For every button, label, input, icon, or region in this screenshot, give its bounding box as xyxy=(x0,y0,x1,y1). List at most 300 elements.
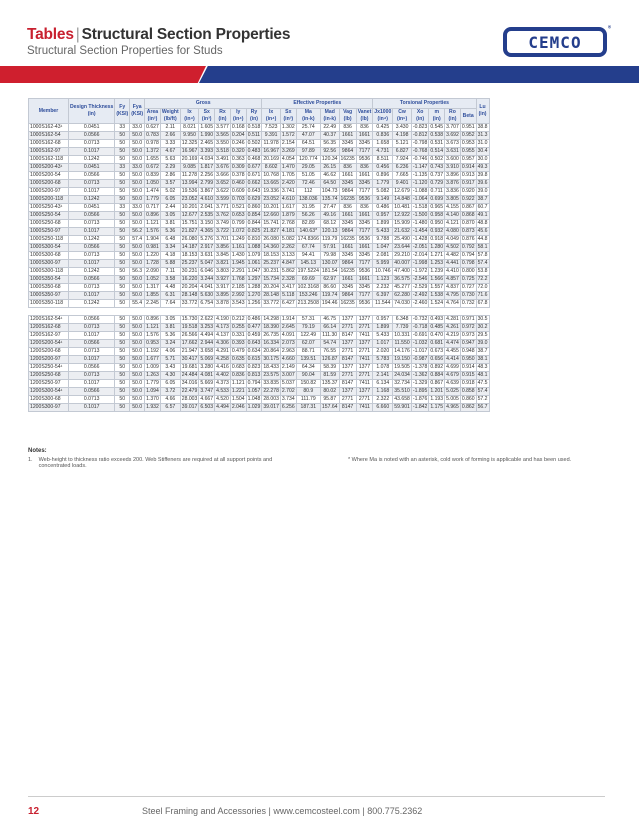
value-cell: 50.0 xyxy=(130,284,145,292)
value-cell: 7.924 xyxy=(393,156,412,164)
value-cell: 104.73 xyxy=(321,188,338,194)
value-cell: 0.1017 xyxy=(69,332,115,340)
value-cell: 57.8 xyxy=(477,252,488,258)
value-cell: 6.503 xyxy=(200,404,214,410)
table-row xyxy=(29,140,490,148)
value-cell: 57.4 xyxy=(477,388,488,394)
value-cell: 25.237 xyxy=(263,260,279,266)
value-cell: 9.085 xyxy=(180,164,199,172)
value-cell: 4.416 xyxy=(216,364,229,370)
value-cell: 6.256 xyxy=(281,404,295,410)
value-cell: 4.610 xyxy=(200,196,214,202)
value-cell: 50 xyxy=(115,260,130,268)
value-cell: 3.253 xyxy=(200,324,214,330)
value-cell: 6.660 xyxy=(373,404,393,412)
value-cell: 3.430 xyxy=(393,124,412,132)
section-properties-table xyxy=(28,98,490,412)
value-cell: 26.15 xyxy=(320,164,339,172)
value-cell: 0.957 xyxy=(373,212,393,220)
value-cell: 0.0713 xyxy=(69,220,115,228)
member-cell: 1000S250-68 xyxy=(29,220,69,228)
column-header xyxy=(199,109,215,124)
member-cell: 1200S200-54¹ xyxy=(29,340,69,348)
value-cell: 1661 xyxy=(339,244,356,252)
value-cell: 0.0713 xyxy=(69,140,115,148)
value-cell: 1.297 xyxy=(247,276,261,282)
value-cell: 3.631 xyxy=(446,148,459,154)
value-cell: 1.932 xyxy=(146,404,159,410)
value-cell: 0.730 xyxy=(461,292,475,298)
value-cell: 0.953 xyxy=(146,340,159,346)
value-cell: 0.1242 xyxy=(69,300,115,308)
value-cell: 2.992 xyxy=(231,292,245,298)
value-cell: 1.538 xyxy=(430,292,444,298)
value-cell: -1.480 xyxy=(412,220,428,226)
table-row xyxy=(29,316,490,324)
value-cell: 45.277 xyxy=(394,284,410,290)
value-cell: 4.455 xyxy=(446,348,459,354)
column-header xyxy=(262,109,281,124)
value-cell: 0.913 xyxy=(461,172,475,178)
value-cell: 36.575 xyxy=(394,276,410,282)
value-cell: 0.1242 xyxy=(69,236,115,244)
value-cell: 4.06 xyxy=(160,348,180,356)
column-unit: (lb/ft) xyxy=(163,116,177,122)
value-cell: -0.718 xyxy=(412,324,428,330)
value-cell: 3.81 xyxy=(160,220,180,228)
value-cell: 0.470 xyxy=(430,332,444,338)
value-cell: 1.192 xyxy=(146,348,159,354)
value-cell: -0.768 xyxy=(412,148,428,154)
value-cell: 0.1242 xyxy=(69,156,115,164)
value-cell: 836 xyxy=(356,124,373,132)
value-cell: 20.864 xyxy=(263,348,279,354)
value-cell: 1.029 xyxy=(247,404,261,410)
value-cell: 4.140 xyxy=(446,212,459,218)
value-cell: 7.11 xyxy=(160,268,180,276)
value-cell: 0.538 xyxy=(430,132,444,138)
value-cell: 0.662 xyxy=(247,180,261,186)
column-header xyxy=(145,109,161,124)
value-cell: 0.729 xyxy=(430,180,444,186)
column-header xyxy=(356,109,373,124)
value-cell: 67.8 xyxy=(477,300,488,306)
value-cell: 1377 xyxy=(356,364,373,372)
column-unit: (in) xyxy=(448,116,457,122)
value-cell: 3345 xyxy=(339,252,356,260)
member-cell: 1200S200-97 xyxy=(29,356,69,364)
value-cell: 3.518 xyxy=(216,148,229,154)
column-name: Sx xyxy=(285,109,292,115)
column-unit: (in) xyxy=(478,111,487,117)
table-row xyxy=(29,212,490,220)
value-cell: 9536 xyxy=(356,196,373,204)
value-cell: 82.89 xyxy=(296,220,320,228)
value-cell: -1.135 xyxy=(412,172,428,178)
value-cell: 1377 xyxy=(356,340,373,348)
value-cell: 1.048 xyxy=(247,396,261,402)
value-cell: 3.269 xyxy=(281,148,295,154)
value-cell: 50 xyxy=(115,340,130,348)
value-cell: 2.020 xyxy=(373,348,393,356)
value-cell: 2.322 xyxy=(373,396,393,404)
value-cell: 1.728 xyxy=(146,260,159,266)
value-cell: 4.764 xyxy=(446,300,459,306)
value-cell: 33.772 xyxy=(263,300,279,306)
value-cell: 0.973 xyxy=(461,332,475,338)
value-cell: 50.0 xyxy=(130,332,145,340)
value-cell: 50 xyxy=(115,148,130,156)
value-cell: 50 xyxy=(115,396,130,404)
value-cell: 140.63* xyxy=(296,228,320,236)
value-cell: 0.425 xyxy=(373,124,393,132)
value-cell: 56.7 xyxy=(477,404,488,410)
value-cell: 5.71 xyxy=(160,356,180,364)
value-cell: 1.899 xyxy=(373,220,393,228)
value-cell: 33.0 xyxy=(130,204,145,212)
value-cell: 5.783 xyxy=(373,356,393,364)
value-cell: 4.173 xyxy=(216,324,229,330)
value-cell: 3.876 xyxy=(446,180,459,186)
value-cell: 187.31 xyxy=(296,404,320,412)
value-cell: 1.094 xyxy=(146,388,159,394)
member-cell: 1000S300-68 xyxy=(29,252,69,260)
value-cell: 1.288 xyxy=(247,284,261,290)
value-cell: 18.390 xyxy=(263,324,279,330)
table-row xyxy=(29,172,490,180)
member-cell: 1000S162-118 xyxy=(29,156,69,164)
value-cell: 1.271 xyxy=(430,252,444,258)
value-cell: 0.862 xyxy=(461,404,475,410)
value-cell: 11.978 xyxy=(263,140,279,146)
value-cell: 0.920 xyxy=(461,188,475,194)
value-cell: 50.0 xyxy=(130,348,145,356)
member-cell: 1200S162-54¹ xyxy=(29,316,69,324)
value-cell: 94.41 xyxy=(296,252,320,260)
value-cell: 24.484 xyxy=(181,372,198,378)
value-cell: 38.7 xyxy=(477,196,488,202)
value-cell: 0.0713 xyxy=(69,348,115,356)
value-cell: 3.05 xyxy=(160,212,180,220)
value-cell: 92.56 xyxy=(320,148,339,156)
value-cell: 3.43 xyxy=(160,364,180,372)
value-cell: 1.372 xyxy=(146,148,159,154)
value-cell: 153.246 xyxy=(296,292,320,300)
column-name: Beta xyxy=(462,112,474,119)
page-title xyxy=(27,26,290,44)
table-row xyxy=(29,180,490,188)
value-cell: 1.945 xyxy=(231,260,245,266)
value-cell: 120.13 xyxy=(321,228,338,234)
value-cell: 3.72 xyxy=(160,388,180,396)
value-cell: 2.11 xyxy=(160,124,180,132)
value-cell: 4.494 xyxy=(216,404,229,410)
value-cell: 1.605 xyxy=(200,124,214,130)
value-cell: 0.854 xyxy=(247,212,261,218)
value-cell: 76.55 xyxy=(320,348,339,356)
value-cell: 0.502 xyxy=(247,140,261,146)
value-cell: 2.768 xyxy=(281,220,295,226)
value-cell: 0.643 xyxy=(247,188,261,194)
value-cell: 120.774 xyxy=(296,156,320,164)
value-cell: 0.634 xyxy=(247,348,261,354)
value-cell: 30.4 xyxy=(477,148,488,154)
value-cell: 47.5 xyxy=(477,380,488,386)
value-cell: 74.030 xyxy=(394,300,410,306)
value-cell: 836 xyxy=(356,164,373,172)
value-cell: 0.320 xyxy=(231,148,245,154)
value-cell: 29.5 xyxy=(477,332,488,338)
value-cell: 58.1 xyxy=(477,244,488,250)
value-cell: 30.5 xyxy=(477,316,488,322)
value-cell: 50 xyxy=(115,212,130,220)
value-cell: 0.915 xyxy=(461,372,475,378)
table-row xyxy=(29,156,490,164)
value-cell: 25.74 xyxy=(296,124,320,132)
value-cell: 5.02 xyxy=(160,188,180,196)
value-cell: 1.317 xyxy=(146,284,159,290)
value-cell: 1.047 xyxy=(247,268,261,274)
value-cell: 90.04 xyxy=(296,372,320,380)
value-cell: 3.803 xyxy=(216,268,229,274)
member-cell: 1000S350-118 xyxy=(29,300,69,308)
value-cell: 2.262 xyxy=(281,244,295,250)
column-unit: (in²) xyxy=(147,116,158,122)
value-cell: 1.057 xyxy=(247,388,261,394)
value-cell: 62.280 xyxy=(394,292,410,298)
value-cell: 2.799 xyxy=(200,180,214,186)
value-cell: 12.677 xyxy=(181,212,198,218)
red-band xyxy=(0,66,206,83)
value-cell: 1661 xyxy=(339,276,356,284)
column-name: Weight xyxy=(161,109,179,115)
value-cell: 1.121 xyxy=(231,380,245,386)
table-row xyxy=(29,164,490,172)
value-cell: 5.88 xyxy=(160,260,180,268)
value-cell: 9.149 xyxy=(373,196,393,204)
column-name: Xo xyxy=(416,109,424,115)
value-cell: 0.950 xyxy=(430,220,444,226)
value-cell: 3.836 xyxy=(446,188,459,194)
value-cell: 48.1 xyxy=(477,372,488,378)
value-cell: 0.737 xyxy=(430,172,444,178)
value-cell: 0.309 xyxy=(231,164,245,170)
value-cell: 4.667 xyxy=(200,396,214,402)
page-number: 12 xyxy=(28,806,40,817)
value-cell: 50 xyxy=(115,332,130,340)
value-cell: 0.0566 xyxy=(69,364,115,372)
value-cell: 0.459 xyxy=(247,332,261,338)
value-cell: 4.965 xyxy=(446,404,459,410)
value-cell: 4.520 xyxy=(216,396,229,402)
value-cell: 35.510 xyxy=(394,388,410,394)
value-cell: 1.879 xyxy=(281,212,295,218)
value-cell: 28.003 xyxy=(181,396,198,402)
value-cell: 0.727 xyxy=(461,284,475,290)
value-cell: 8147 xyxy=(339,380,356,388)
column-name: Ma xyxy=(304,109,312,115)
value-cell: 20.204 xyxy=(263,284,279,290)
value-cell: 5.862 xyxy=(281,268,295,274)
value-cell: 6.397 xyxy=(373,292,393,300)
value-cell: 20.204 xyxy=(181,284,198,290)
value-cell: 57.2 xyxy=(477,396,488,402)
value-cell: 72.2 xyxy=(477,276,488,282)
value-cell: 9864 xyxy=(339,228,356,236)
value-cell: 8.602 xyxy=(262,164,281,172)
value-cell: -0.823 xyxy=(412,124,428,130)
value-cell: 197.5224 xyxy=(297,268,319,274)
value-cell: 19.518 xyxy=(181,324,198,330)
column-header xyxy=(476,99,489,124)
value-cell: 0.531 xyxy=(430,140,444,146)
table-row xyxy=(29,236,490,244)
value-cell: 26.080 xyxy=(263,236,279,242)
value-cell: 50.0 xyxy=(130,188,145,196)
value-cell: 2771 xyxy=(356,372,373,380)
column-unit: (in-k) xyxy=(323,116,336,122)
value-cell: 1.253 xyxy=(430,260,444,266)
value-cell: 0.0566 xyxy=(69,244,115,252)
value-cell: 1.655 xyxy=(146,156,159,162)
value-cell: 0.860 xyxy=(247,204,261,210)
value-cell: 3.05 xyxy=(160,316,180,324)
value-cell: 7177 xyxy=(356,260,373,268)
value-cell: 5.047 xyxy=(200,260,214,266)
value-cell: -0.746 xyxy=(412,156,428,162)
value-cell: 15.751 xyxy=(181,220,198,226)
value-cell: 0.1017 xyxy=(69,404,115,412)
value-cell: 1.175 xyxy=(430,404,444,410)
value-cell: 15.734 xyxy=(263,276,279,282)
value-cell: 4.198 xyxy=(393,132,412,140)
value-cell: 0.460 xyxy=(231,180,245,186)
value-cell: 27.47 xyxy=(320,204,339,212)
value-cell: 9864 xyxy=(339,188,356,196)
value-cell: 3345 xyxy=(356,284,373,292)
value-cell: 0.896 xyxy=(146,212,159,218)
value-cell: 4.847 xyxy=(281,260,295,266)
value-cell: 1661 xyxy=(356,212,373,220)
value-cell: 0.485 xyxy=(430,324,444,330)
value-cell: 28.003 xyxy=(263,396,279,402)
value-cell: 50.0 xyxy=(130,212,145,220)
value-cell: 4.795 xyxy=(446,292,459,298)
value-cell: 139.51 xyxy=(296,356,320,364)
value-cell: 50.0 xyxy=(130,364,145,372)
value-cell: 5.025 xyxy=(446,388,459,394)
value-cell: 12.660 xyxy=(263,212,279,218)
value-cell: 0.518 xyxy=(247,124,261,130)
column-name: Lu xyxy=(479,104,486,110)
column-name: Jx1000 xyxy=(374,109,392,115)
value-cell: 5.118 xyxy=(282,292,295,298)
value-cell: 0.858 xyxy=(461,388,475,394)
value-cell: -0.798 xyxy=(412,140,428,146)
value-cell: 3345 xyxy=(339,140,356,148)
value-cell: 79.98 xyxy=(320,252,339,260)
value-cell: 4.502 xyxy=(446,244,459,250)
value-cell: 4.034 xyxy=(200,156,214,162)
value-cell: 2.149 xyxy=(281,364,295,370)
value-cell: 0.1017 xyxy=(69,228,115,236)
column-header xyxy=(445,109,461,124)
value-cell: -2.492 xyxy=(412,292,428,298)
column-header xyxy=(296,109,320,124)
value-cell: 0.0713 xyxy=(69,396,115,404)
value-cell: 40.007 xyxy=(394,260,410,266)
value-cell: 50.0 xyxy=(130,396,145,404)
column-unit: (in) xyxy=(87,111,96,117)
value-cell: 0.683 xyxy=(231,364,245,370)
value-cell: 33.0 xyxy=(130,124,145,132)
value-cell: 2.232 xyxy=(373,284,393,292)
value-cell: 8147 xyxy=(339,404,356,412)
value-cell: 50.0 xyxy=(130,140,145,148)
value-cell: 5.669 xyxy=(200,380,214,386)
value-cell: 1.557 xyxy=(430,284,444,290)
value-cell: 16235 xyxy=(340,268,355,274)
value-cell: 5.36 xyxy=(160,332,180,340)
value-cell: 0.456 xyxy=(373,164,393,172)
value-cell: 1377 xyxy=(356,388,373,396)
value-cell: 0.914 xyxy=(461,364,475,370)
value-cell: 59.901 xyxy=(394,404,410,410)
value-cell: 0.0451 xyxy=(69,164,115,172)
value-cell: 8.021 xyxy=(180,124,199,132)
title-text: Structural Section Properties xyxy=(81,26,291,43)
value-cell: 1661 xyxy=(356,276,373,284)
value-cell: 4.837 xyxy=(446,284,459,290)
value-cell: -0.691 xyxy=(412,332,428,338)
value-cell: 5.433 xyxy=(373,332,393,340)
value-cell: 88.71 xyxy=(296,348,320,356)
value-cell: 1.239 xyxy=(430,268,444,274)
value-cell: 39.017 xyxy=(263,404,279,410)
value-cell: -1.378 xyxy=(412,364,428,370)
value-cell: 0.896 xyxy=(373,172,393,180)
table-row xyxy=(29,292,490,300)
value-cell: 130.07 xyxy=(321,260,338,266)
value-cell: -1.876 xyxy=(412,396,428,402)
member-cell: 1000S250-54 xyxy=(29,212,69,220)
value-cell: 50 xyxy=(115,372,130,380)
value-cell: 46.75 xyxy=(320,316,339,324)
value-cell: 43.658 xyxy=(394,396,410,402)
value-cell: 50 xyxy=(115,292,130,300)
value-cell: 11.544 xyxy=(373,300,393,308)
footer-divider xyxy=(28,796,605,797)
value-cell: 3.34 xyxy=(160,244,180,252)
value-cell: 11.278 xyxy=(181,172,198,178)
value-cell: 45.6 xyxy=(477,228,488,234)
value-cell: 8.511 xyxy=(373,156,393,164)
value-cell: 4.474 xyxy=(446,340,459,346)
value-cell: 6.754 xyxy=(200,300,214,306)
value-cell: 14.360 xyxy=(263,244,279,250)
value-cell: 3.762 xyxy=(216,212,229,218)
value-cell: 4.731 xyxy=(373,148,393,156)
value-cell: 67.74 xyxy=(296,244,320,252)
value-cell: 50 xyxy=(115,244,130,252)
value-cell: 3.917 xyxy=(216,284,229,290)
table-row xyxy=(29,356,490,364)
value-cell: 145.13 xyxy=(296,260,320,268)
value-cell: 0.653 xyxy=(231,212,245,218)
value-cell: 3.600 xyxy=(446,156,459,162)
value-cell: 7.523 xyxy=(262,124,281,132)
value-cell: 6.31 xyxy=(160,292,180,300)
